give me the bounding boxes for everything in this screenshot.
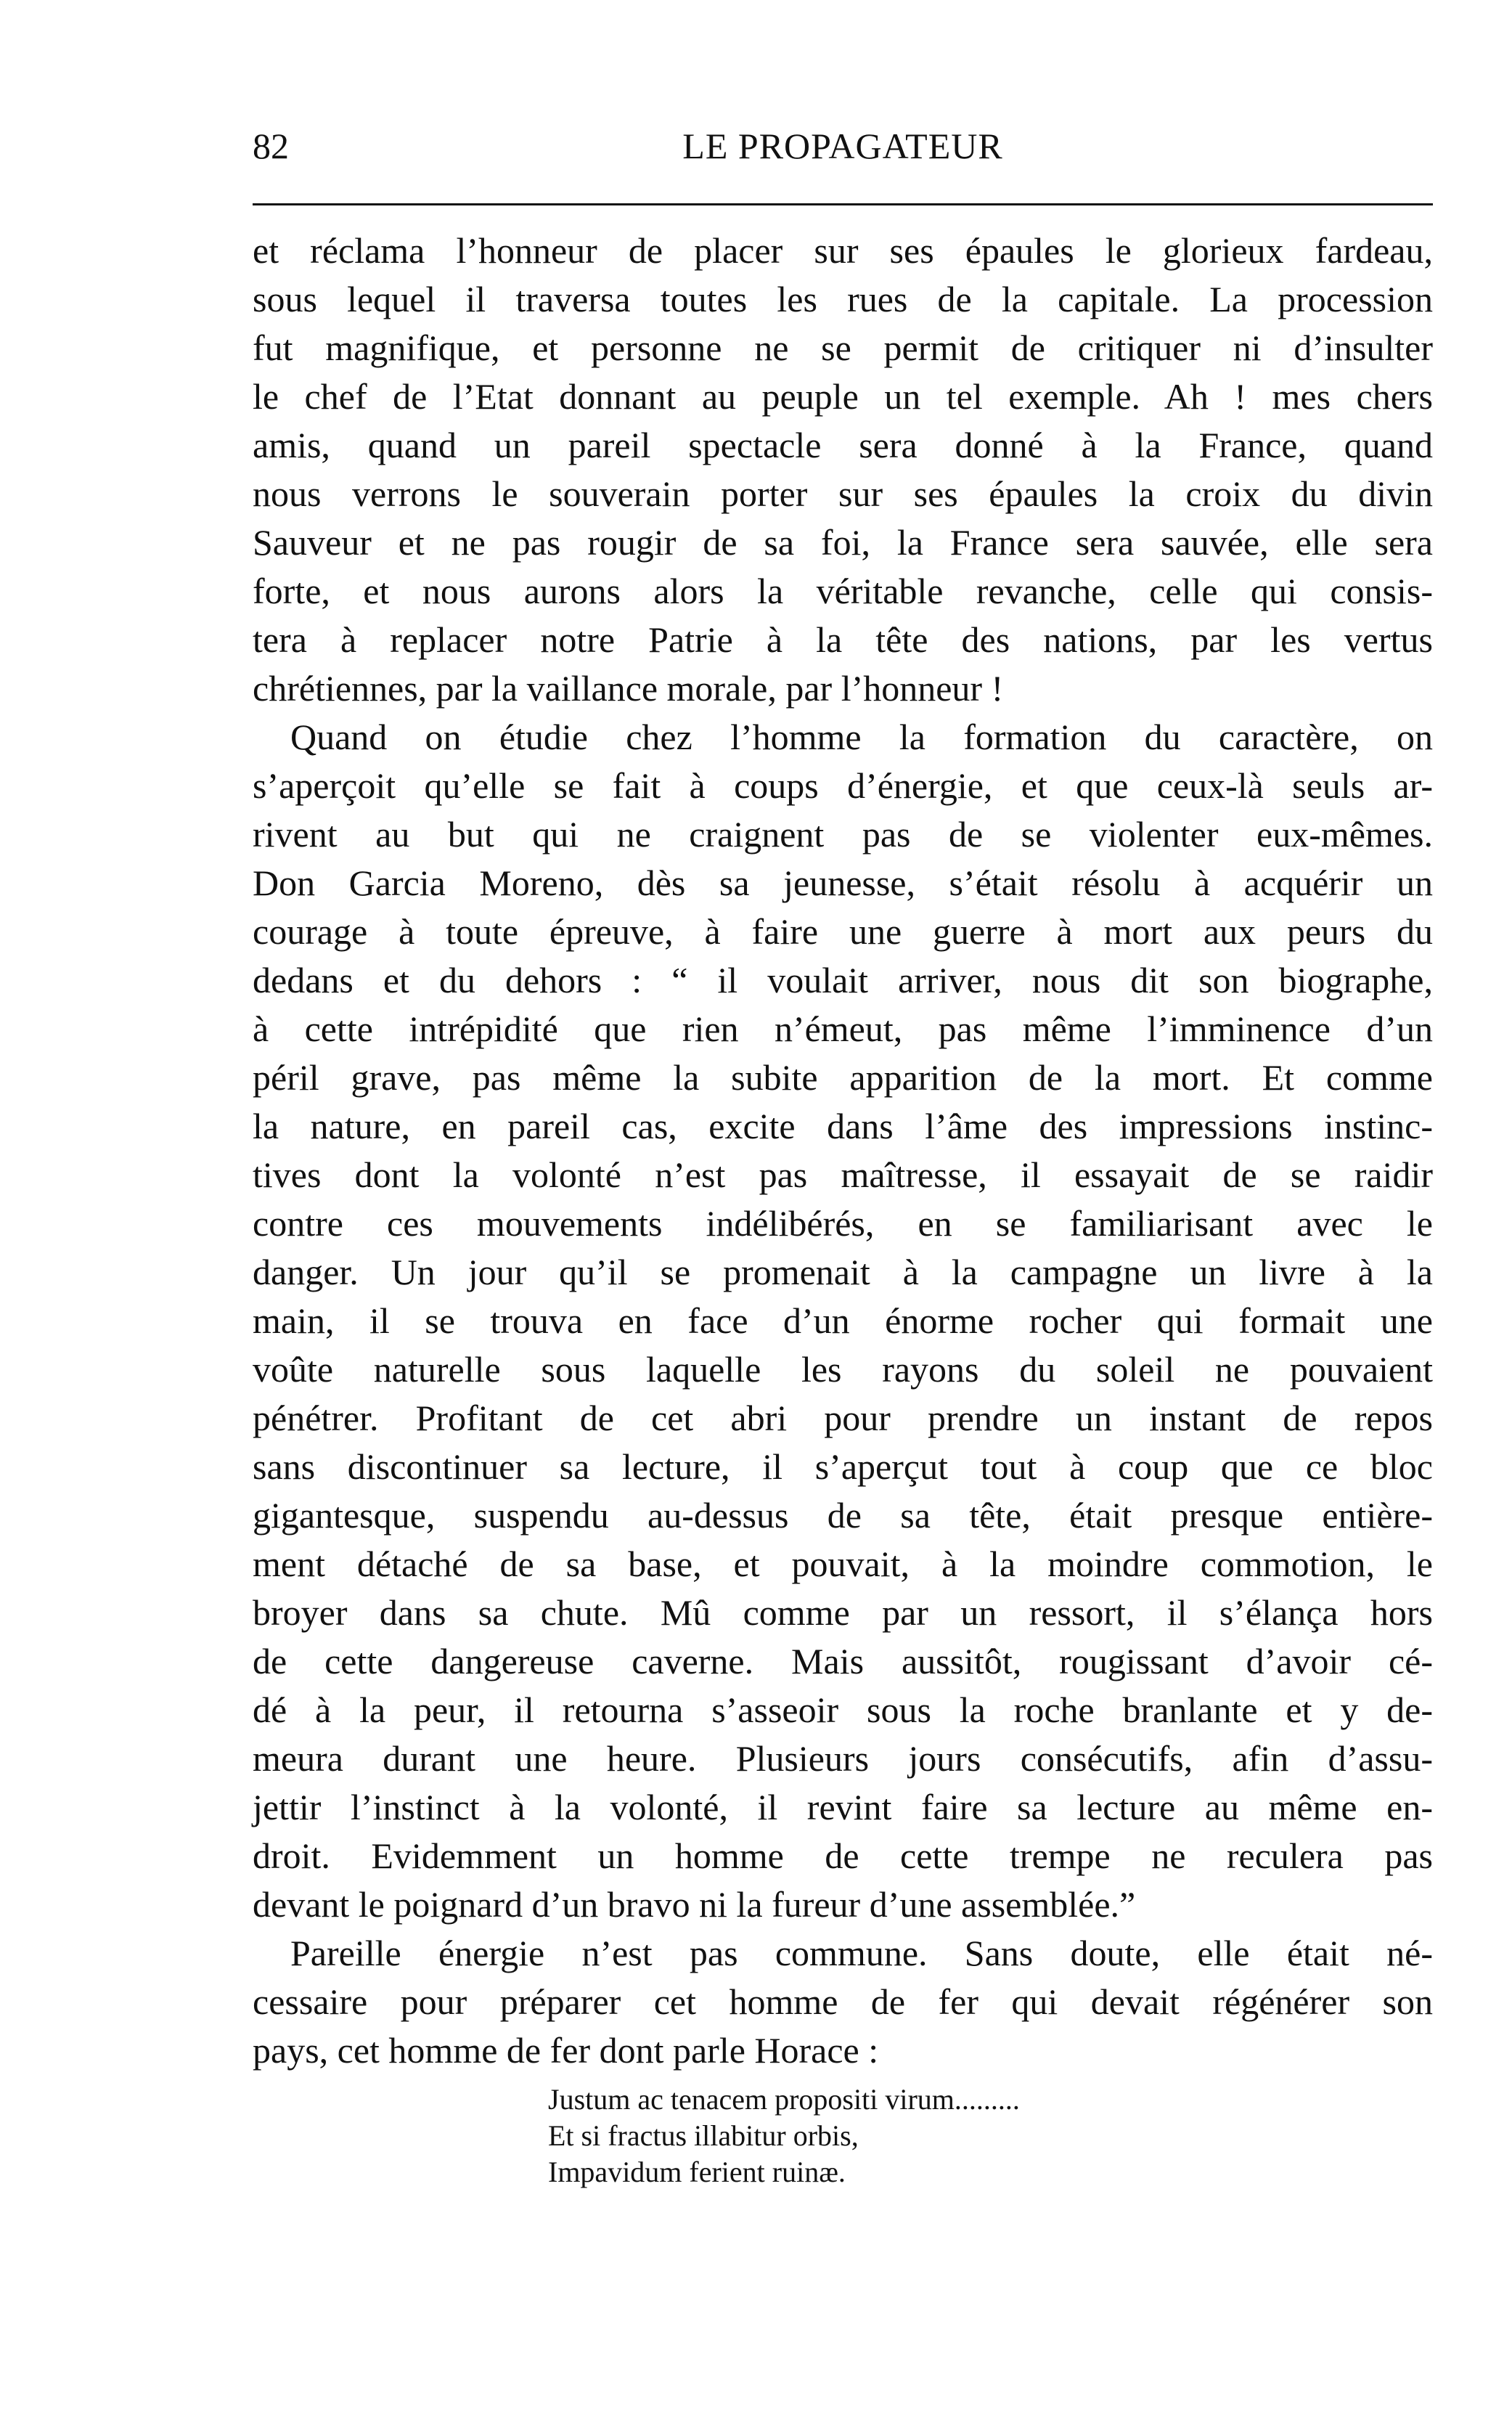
text-line: main, il se trouva en face d’un énorme rocher qui formait une: [253, 1300, 1433, 1341]
text-line: voûte naturelle sous laquelle les rayons du soleil ne pouvaient: [253, 1349, 1433, 1390]
text-line: gigantesque, suspendu au-dessus de sa tête, était presque entière-: [253, 1495, 1433, 1536]
text-line: nous verrons le souverain porter sur ses épaules la croix du divin: [253, 473, 1433, 514]
text-line: la nature, en pareil cas, excite dans l’âme des impressions instinc-: [253, 1106, 1433, 1146]
text-line: dedans et du dehors : “ il voulait arriver, nous dit son biographe,: [253, 960, 1433, 1000]
body-text: [253, 227, 1433, 2075]
journal-title: LE PROPAGATEUR: [682, 126, 1003, 166]
text-line: forte, et nous aurons alors la véritable revanche, celle qui consis-: [253, 571, 1433, 611]
text-line: sous lequel il traversa toutes les rues de la capitale. La procession: [253, 279, 1433, 319]
text-line: courage à toute épreuve, à faire une guerre à mort aux peurs du: [253, 911, 1433, 952]
text-line: s’aperçoit qu’elle se fait à coups d’énergie, et que ceux-là seuls ar-: [253, 765, 1433, 806]
text-line: danger. Un jour qu’il se promenait à la campagne un livre à la: [253, 1252, 1433, 1292]
text-line: contre ces mouvements indélibérés, en se familiarisant avec le: [253, 1203, 1433, 1244]
text-line: de cette dangereuse caverne. Mais aussitôt, rougissant d’avoir cé-: [253, 1641, 1433, 1681]
verse-line: Et si fractus illabitur orbis,: [548, 2119, 859, 2152]
paragraph-end-line: chrétiennes, par la vaillance morale, par l’honneur !: [253, 668, 1004, 709]
text-line: Sauveur et ne pas rougir de sa foi, la France sera sauvée, elle sera: [253, 522, 1433, 563]
text-line: péril grave, pas même la subite apparition de la mort. Et comme: [253, 1057, 1433, 1098]
text-line: jettir l’instinct à la volonté, il revint faire sa lecture au même en-: [253, 1787, 1433, 1827]
text-line: meura durant une heure. Plusieurs jours consécutifs, afin d’assu-: [253, 1738, 1433, 1779]
text-line: tera à replacer notre Patrie à la tête des nations, par les vertus: [253, 619, 1433, 660]
text-line: le chef de l’Etat donnant au peuple un tel exemple. Ah ! mes chers: [253, 376, 1433, 417]
header-rule: [253, 203, 1433, 205]
text-line: à cette intrépidité que rien n’émeut, pas même l’imminence d’un: [253, 1008, 1433, 1049]
text-line: pénétrer. Profitant de cet abri pour prendre un instant de repos: [253, 1398, 1433, 1438]
text-line: sans discontinuer sa lecture, il s’aperçut tout à coup que ce bloc: [253, 1446, 1433, 1487]
text-line: tives dont la volonté n’est pas maîtresse, il essayait de se raidir: [253, 1154, 1433, 1195]
text-line: rivent au but qui ne craignent pas de se violenter eux-mêmes.: [253, 814, 1433, 855]
text-line: amis, quand un pareil spectacle sera donné à la France, quand: [253, 425, 1433, 465]
running-header: [253, 121, 1433, 171]
text-line: droit. Evidemment un homme de cette trempe ne reculera pas: [253, 1835, 1433, 1876]
latin-verse-quote: [548, 2082, 1274, 2190]
text-line: ment détaché de sa base, et pouvait, à la moindre commotion, le: [253, 1544, 1433, 1584]
text-line: Don Garcia Moreno, dès sa jeunesse, s’était résolu à acquérir un: [253, 863, 1433, 903]
text-line: et réclama l’honneur de placer sur ses épaules le glorieux fardeau,: [253, 230, 1433, 271]
text-line: cessaire pour préparer cet homme de fer qui devait régénérer son: [253, 1981, 1433, 2022]
text-line: fut magnifique, et personne ne se permit de critiquer ni d’insulter: [253, 327, 1433, 368]
text-line: broyer dans sa chute. Mû comme par un ressort, il s’élança hors: [253, 1592, 1433, 1633]
verse-line: Justum ac tenacem propositi virum.........: [548, 2083, 1020, 2116]
paragraph-end-line: devant le poignard d’un bravo ni la fureur d’une assemblée.”: [253, 1884, 1136, 1925]
page-number: 82: [253, 126, 289, 166]
paragraph-end-line: pays, cet homme de fer dont parle Horace :: [253, 2030, 879, 2071]
text-line: dé à la peur, il retourna s’asseoir sous la roche branlante et y de-: [253, 1689, 1433, 1730]
paragraph-start-line: Quand on étudie chez l’homme la formation du caractère, on: [290, 717, 1433, 757]
paragraph-start-line: Pareille énergie n’est pas commune. Sans doute, elle était né-: [290, 1933, 1433, 1973]
verse-line: Impavidum ferient ruinæ.: [548, 2156, 846, 2188]
